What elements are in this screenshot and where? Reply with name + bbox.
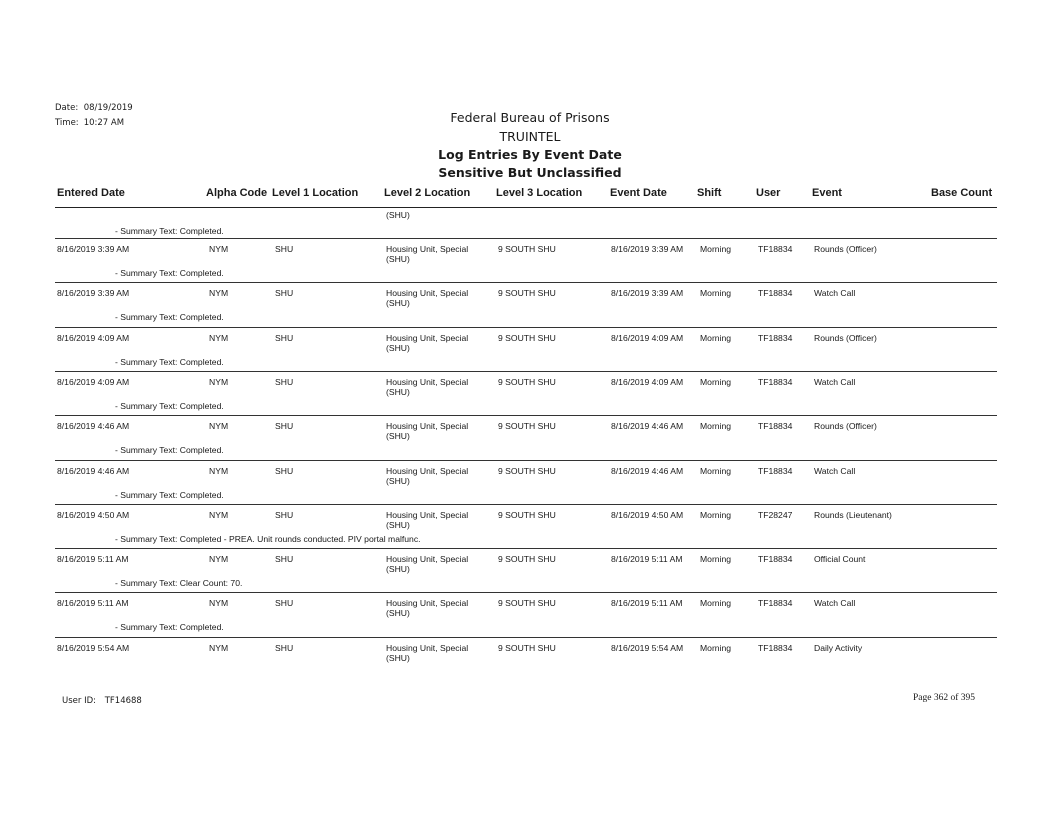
- level3-location: 9 SOUTH SHU: [498, 333, 556, 343]
- level1-location: SHU: [275, 598, 294, 608]
- user-id-value: TF14688: [104, 696, 142, 706]
- entered-date: 8/16/2019 5:11 AM: [57, 598, 129, 608]
- col-base-count: Base Count: [931, 187, 993, 199]
- date-label: Date:: [55, 103, 79, 113]
- user: TF28247: [758, 510, 793, 520]
- level2-location: Housing Unit, Special (SHU): [386, 288, 469, 308]
- shift: Morning: [700, 643, 732, 653]
- level2-location: Housing Unit, Special (SHU): [386, 554, 469, 574]
- alpha-code: NYM: [209, 377, 229, 387]
- col-user: User: [756, 187, 781, 199]
- shift: Morning: [700, 288, 732, 298]
- entered-date: 8/16/2019 3:39 AM: [57, 244, 130, 254]
- report-date: [55, 103, 133, 113]
- report-agency: Federal Bureau of Prisons: [450, 110, 610, 125]
- level2-location: Housing Unit, Special (SHU): [386, 244, 469, 264]
- row-rule: [55, 371, 997, 372]
- event: Rounds (Lieutenant): [814, 510, 892, 520]
- level3-location: 9 SOUTH SHU: [498, 466, 556, 476]
- level3-location: 9 SOUTH SHU: [498, 643, 556, 653]
- report-classification: Sensitive But Unclassified: [438, 165, 622, 180]
- user: TF18834: [758, 643, 793, 653]
- col-entered-date: Entered Date: [57, 187, 125, 199]
- user: TF18834: [758, 421, 793, 431]
- row-rule: [55, 504, 997, 505]
- user: TF18834: [758, 377, 793, 387]
- row-rule: [55, 415, 997, 416]
- event: Official Count: [814, 554, 866, 564]
- alpha-code: NYM: [209, 421, 229, 431]
- entered-date: 8/16/2019 3:39 AM: [57, 288, 130, 298]
- col-level1-location: Level 1 Location: [272, 187, 359, 199]
- summary-text: - Summary Text: Completed - PREA. Unit rounds conducted. PIV portal malfunc.: [115, 534, 421, 544]
- col-shift: Shift: [697, 187, 722, 199]
- level1-location: SHU: [275, 510, 294, 520]
- level2-location: Housing Unit, Special (SHU): [386, 510, 469, 530]
- level1-location: SHU: [275, 643, 294, 653]
- level2-location: Housing Unit, Special (SHU): [386, 643, 469, 663]
- event: Rounds (Officer): [814, 244, 877, 254]
- level2-location: Housing Unit, Special (SHU): [386, 377, 469, 397]
- row-rule: [55, 637, 997, 638]
- alpha-code: NYM: [209, 466, 229, 476]
- event-date: 8/16/2019 5:11 AM: [611, 554, 683, 564]
- level2-location: Housing Unit, Special (SHU): [386, 466, 469, 486]
- level2-location: Housing Unit, Special (SHU): [386, 421, 469, 441]
- level2-location: Housing Unit, Special (SHU): [386, 333, 469, 353]
- entered-date: 8/16/2019 4:46 AM: [57, 421, 130, 431]
- level3-location: 9 SOUTH SHU: [498, 377, 556, 387]
- alpha-code: NYM: [209, 333, 229, 343]
- row-rule: [55, 327, 997, 328]
- event-date: 8/16/2019 4:50 AM: [611, 510, 684, 520]
- event-date: 8/16/2019 4:09 AM: [611, 333, 684, 343]
- user: TF18834: [758, 333, 793, 343]
- col-event: Event: [812, 187, 842, 199]
- shift: Morning: [700, 554, 732, 564]
- level1-location: SHU: [275, 466, 294, 476]
- user: TF18834: [758, 466, 793, 476]
- level3-location: 9 SOUTH SHU: [498, 598, 556, 608]
- event-date: 8/16/2019 5:54 AM: [611, 643, 684, 653]
- row-rule: [55, 238, 997, 239]
- col-alpha-code: Alpha Code: [206, 187, 268, 199]
- user: TF18834: [758, 598, 793, 608]
- event: Watch Call: [814, 598, 856, 608]
- event-date: 8/16/2019 4:46 AM: [611, 466, 684, 476]
- event: Watch Call: [814, 288, 856, 298]
- summary-text: - Summary Text: Completed.: [115, 268, 224, 278]
- entered-date: 8/16/2019 4:46 AM: [57, 466, 130, 476]
- alpha-code: NYM: [209, 288, 229, 298]
- event-date: 8/16/2019 3:39 AM: [611, 244, 684, 254]
- summary-text: - Summary Text: Completed.: [115, 490, 224, 500]
- shift: Morning: [700, 244, 732, 254]
- level3-location: 9 SOUTH SHU: [498, 244, 556, 254]
- report-system: TRUINTEL: [499, 129, 561, 144]
- col-event-date: Event Date: [610, 187, 667, 199]
- summary-text: - Summary Text: Completed.: [115, 622, 224, 632]
- level1-location: SHU: [275, 554, 294, 564]
- level3-location: 9 SOUTH SHU: [498, 288, 556, 298]
- shift: Morning: [700, 510, 732, 520]
- event: Watch Call: [814, 466, 856, 476]
- alpha-code: NYM: [209, 643, 229, 653]
- report-title: Log Entries By Event Date: [438, 147, 622, 162]
- row-rule: [55, 548, 997, 549]
- shift: Morning: [700, 598, 732, 608]
- entered-date: 8/16/2019 4:09 AM: [57, 377, 130, 387]
- level1-location: SHU: [275, 244, 294, 254]
- event: Watch Call: [814, 377, 856, 387]
- level1-location: SHU: [275, 333, 294, 343]
- shift: Morning: [700, 333, 732, 343]
- carryover-summary: - Summary Text: Completed.: [115, 226, 224, 236]
- footer-user-id: [62, 696, 142, 706]
- event: Rounds (Officer): [814, 333, 877, 343]
- level1-location: SHU: [275, 288, 294, 298]
- user: TF18834: [758, 554, 793, 564]
- level3-location: 9 SOUTH SHU: [498, 554, 556, 564]
- carryover-level2: (SHU): [386, 210, 410, 220]
- summary-text: - Summary Text: Completed.: [115, 401, 224, 411]
- alpha-code: NYM: [209, 554, 229, 564]
- level3-location: 9 SOUTH SHU: [498, 421, 556, 431]
- alpha-code: NYM: [209, 244, 229, 254]
- shift: Morning: [700, 466, 732, 476]
- event-date: 8/16/2019 4:46 AM: [611, 421, 684, 431]
- entered-date: 8/16/2019 4:09 AM: [57, 333, 130, 343]
- alpha-code: NYM: [209, 598, 229, 608]
- event-date: 8/16/2019 5:11 AM: [611, 598, 683, 608]
- level1-location: SHU: [275, 421, 294, 431]
- summary-text: - Summary Text: Completed.: [115, 445, 224, 455]
- col-level3-location: Level 3 Location: [496, 187, 583, 199]
- page-number: Page 362 of 395: [913, 693, 976, 703]
- entered-date: 8/16/2019 5:11 AM: [57, 554, 129, 564]
- shift: Morning: [700, 421, 732, 431]
- date-value: 08/19/2019: [83, 103, 133, 113]
- time-label: Time:: [55, 118, 79, 128]
- report-time: [55, 118, 124, 128]
- level2-location: Housing Unit, Special (SHU): [386, 598, 469, 618]
- summary-text: - Summary Text: Completed.: [115, 357, 224, 367]
- header-rule: [55, 207, 997, 208]
- shift: Morning: [700, 377, 732, 387]
- row-rule: [55, 282, 997, 283]
- col-level2-location: Level 2 Location: [384, 187, 471, 199]
- level1-location: SHU: [275, 377, 294, 387]
- alpha-code: NYM: [209, 510, 229, 520]
- user-id-label: User ID:: [62, 696, 96, 706]
- user: TF18834: [758, 288, 793, 298]
- entered-date: 8/16/2019 5:54 AM: [57, 643, 130, 653]
- event-date: 8/16/2019 3:39 AM: [611, 288, 684, 298]
- event-date: 8/16/2019 4:09 AM: [611, 377, 684, 387]
- event: Daily Activity: [814, 643, 863, 653]
- level3-location: 9 SOUTH SHU: [498, 510, 556, 520]
- entered-date: 8/16/2019 4:50 AM: [57, 510, 130, 520]
- summary-text: - Summary Text: Completed.: [115, 312, 224, 322]
- summary-text: - Summary Text: Clear Count: 70.: [115, 578, 243, 588]
- user: TF18834: [758, 244, 793, 254]
- row-rule: [55, 460, 997, 461]
- row-rule: [55, 592, 997, 593]
- event: Rounds (Officer): [814, 421, 877, 431]
- time-value: 10:27 AM: [83, 118, 125, 128]
